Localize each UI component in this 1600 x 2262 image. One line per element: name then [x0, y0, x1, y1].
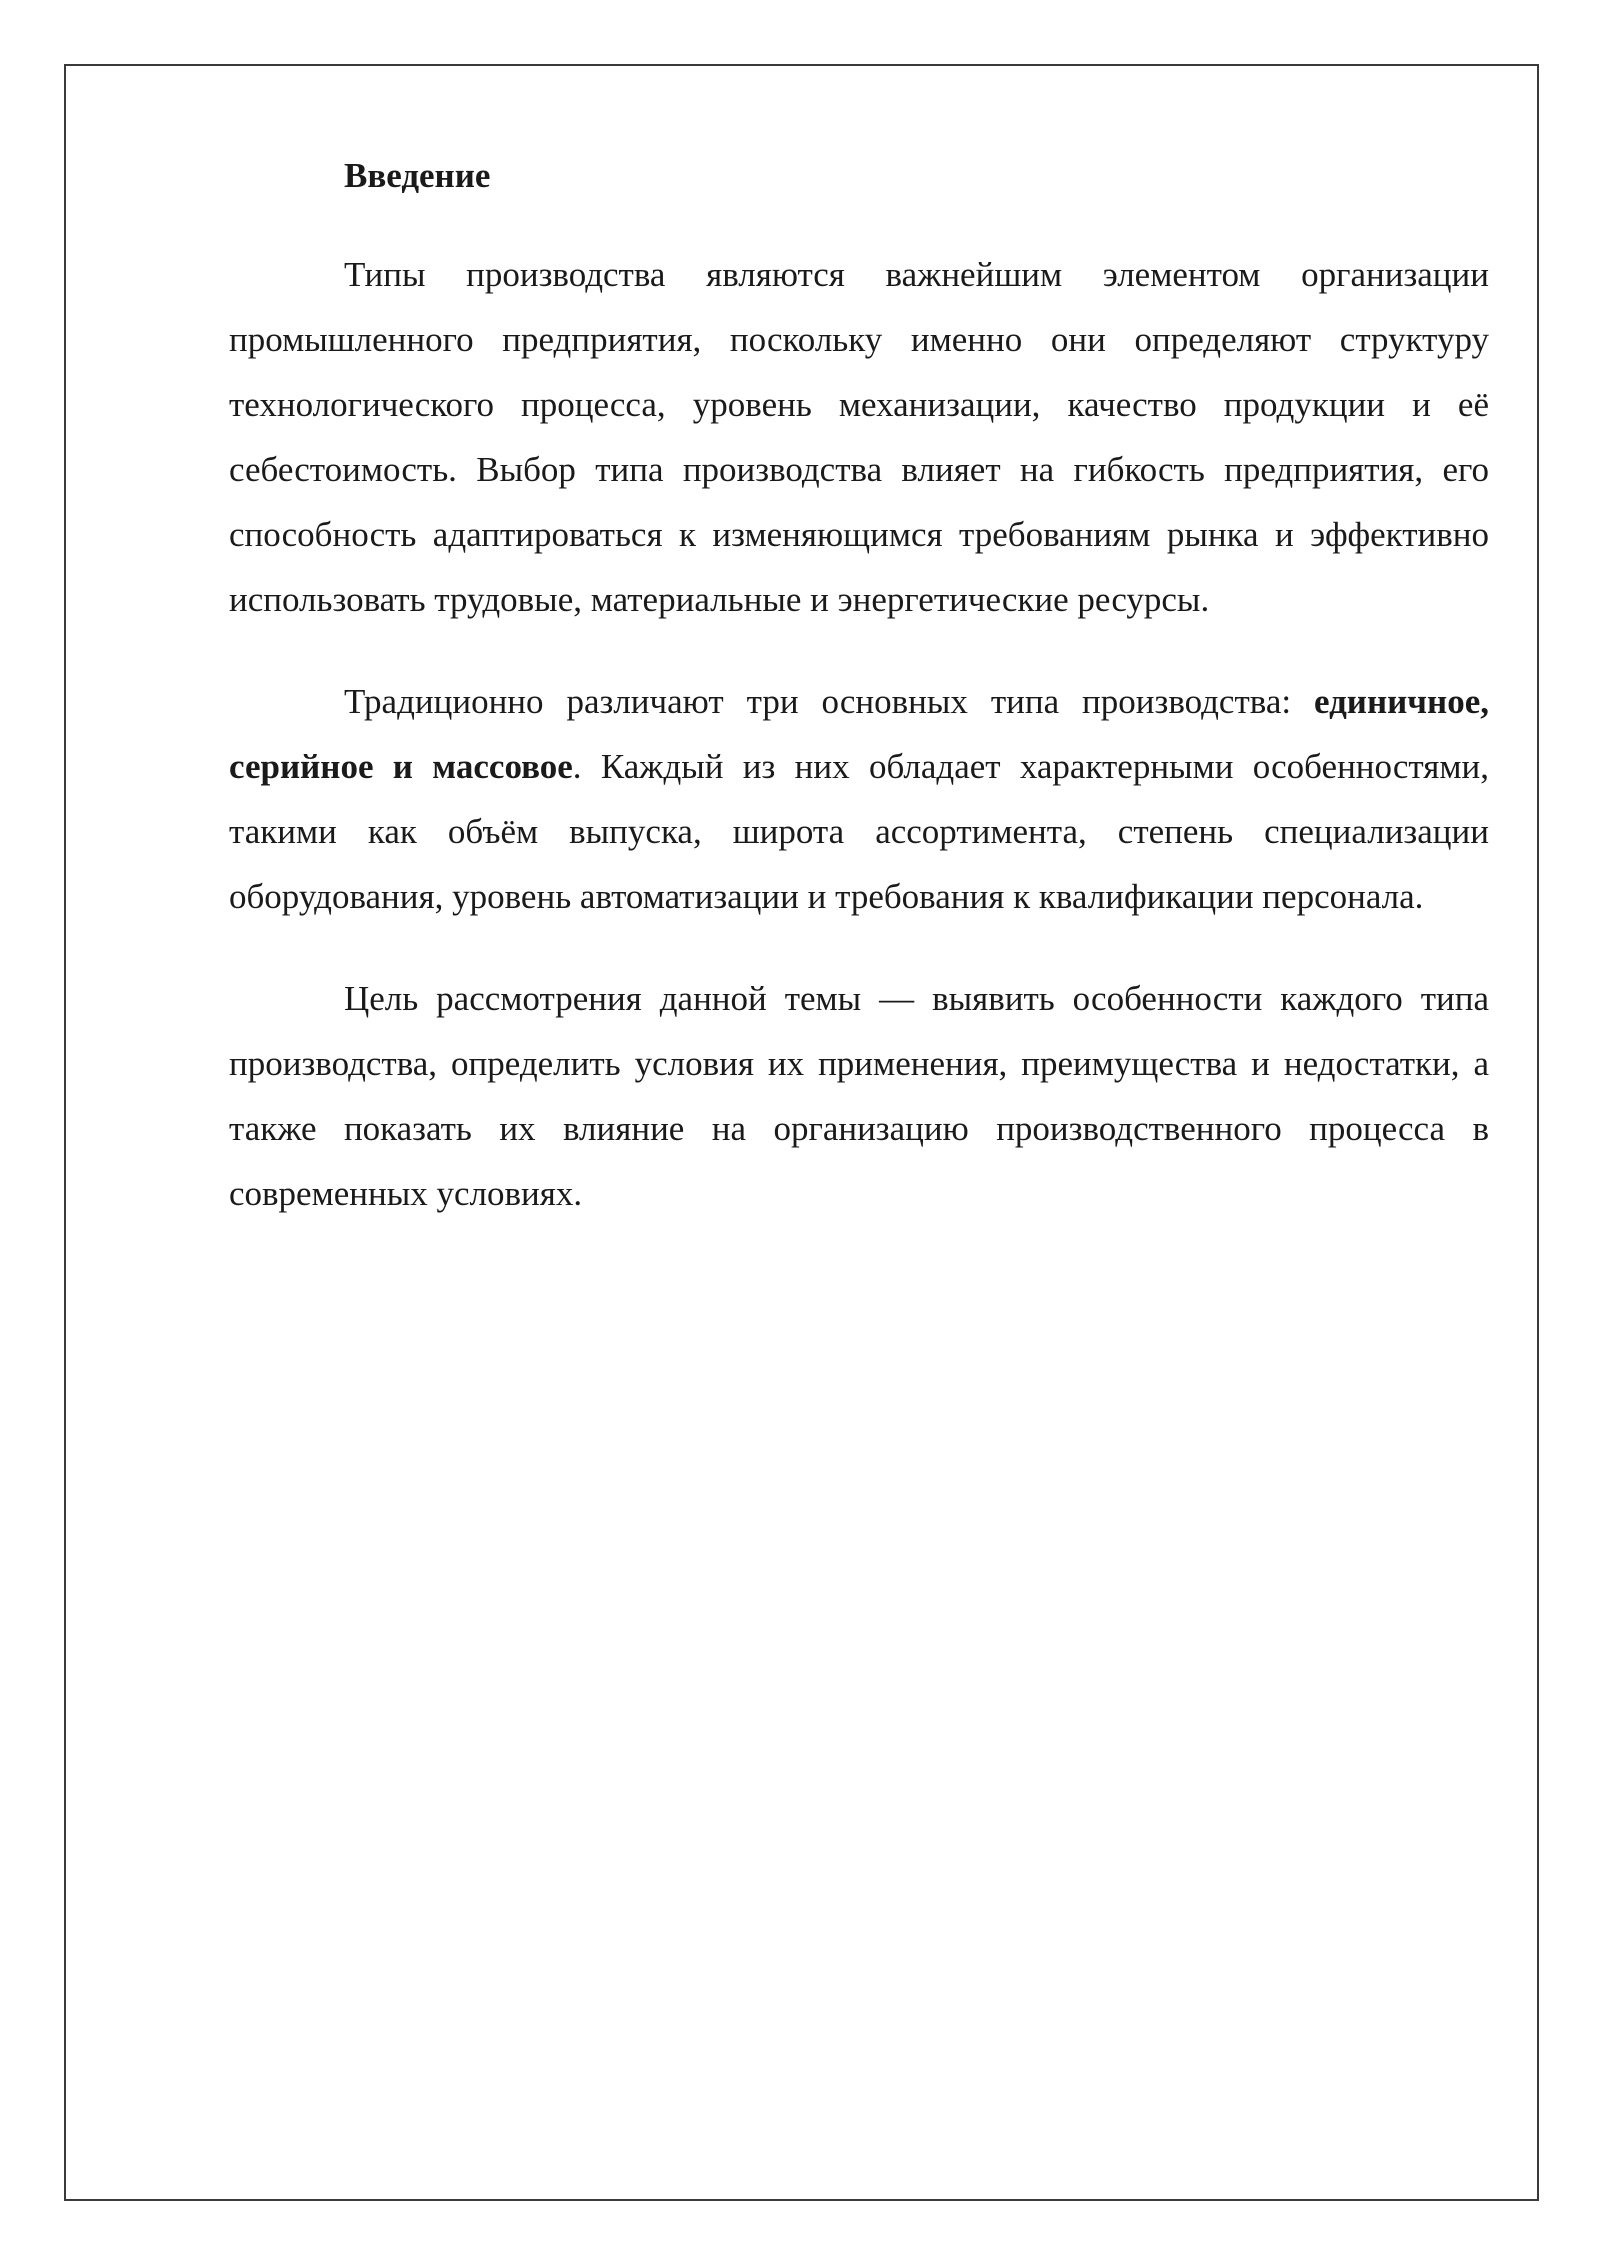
- paragraph-2-bold-types: единичное, серийное и массовое: [229, 682, 1489, 786]
- paragraph-2: [229, 669, 1489, 929]
- paragraph-3: Цель рассмотрения данной темы — выявить особенности каждого типа производства, определить условия их применения, преимущества и недостатки, а также показать их влияние на организацию производственного процесса в современных условиях.: [229, 979, 1489, 1213]
- section-heading: Введение: [344, 156, 491, 195]
- document-body: [229, 146, 1489, 1263]
- paragraph-2-text-after: . Каждый из них обладает характерными особенностями, такими как объём выпуска, широта ассортимента, степень специализации оборудования, уровень автоматизации и требования к квалификации персонала.: [229, 747, 1489, 916]
- paragraph-2-text-before: Традиционно различают три основных типа производства:: [344, 682, 1315, 721]
- paragraph-1: Типы производства являются важнейшим элементом организации промышленного предприятия, поскольку именно они определяют структуру технологического процесса, уровень механизации, качество продукции и её себестоимость. Выбор типа производства влияет на гибкость предприятия, его способность адаптироваться к изменяющимся требованиям рынка и эффективно использовать трудовые, материальные и энергетические ресурсы.: [229, 255, 1489, 619]
